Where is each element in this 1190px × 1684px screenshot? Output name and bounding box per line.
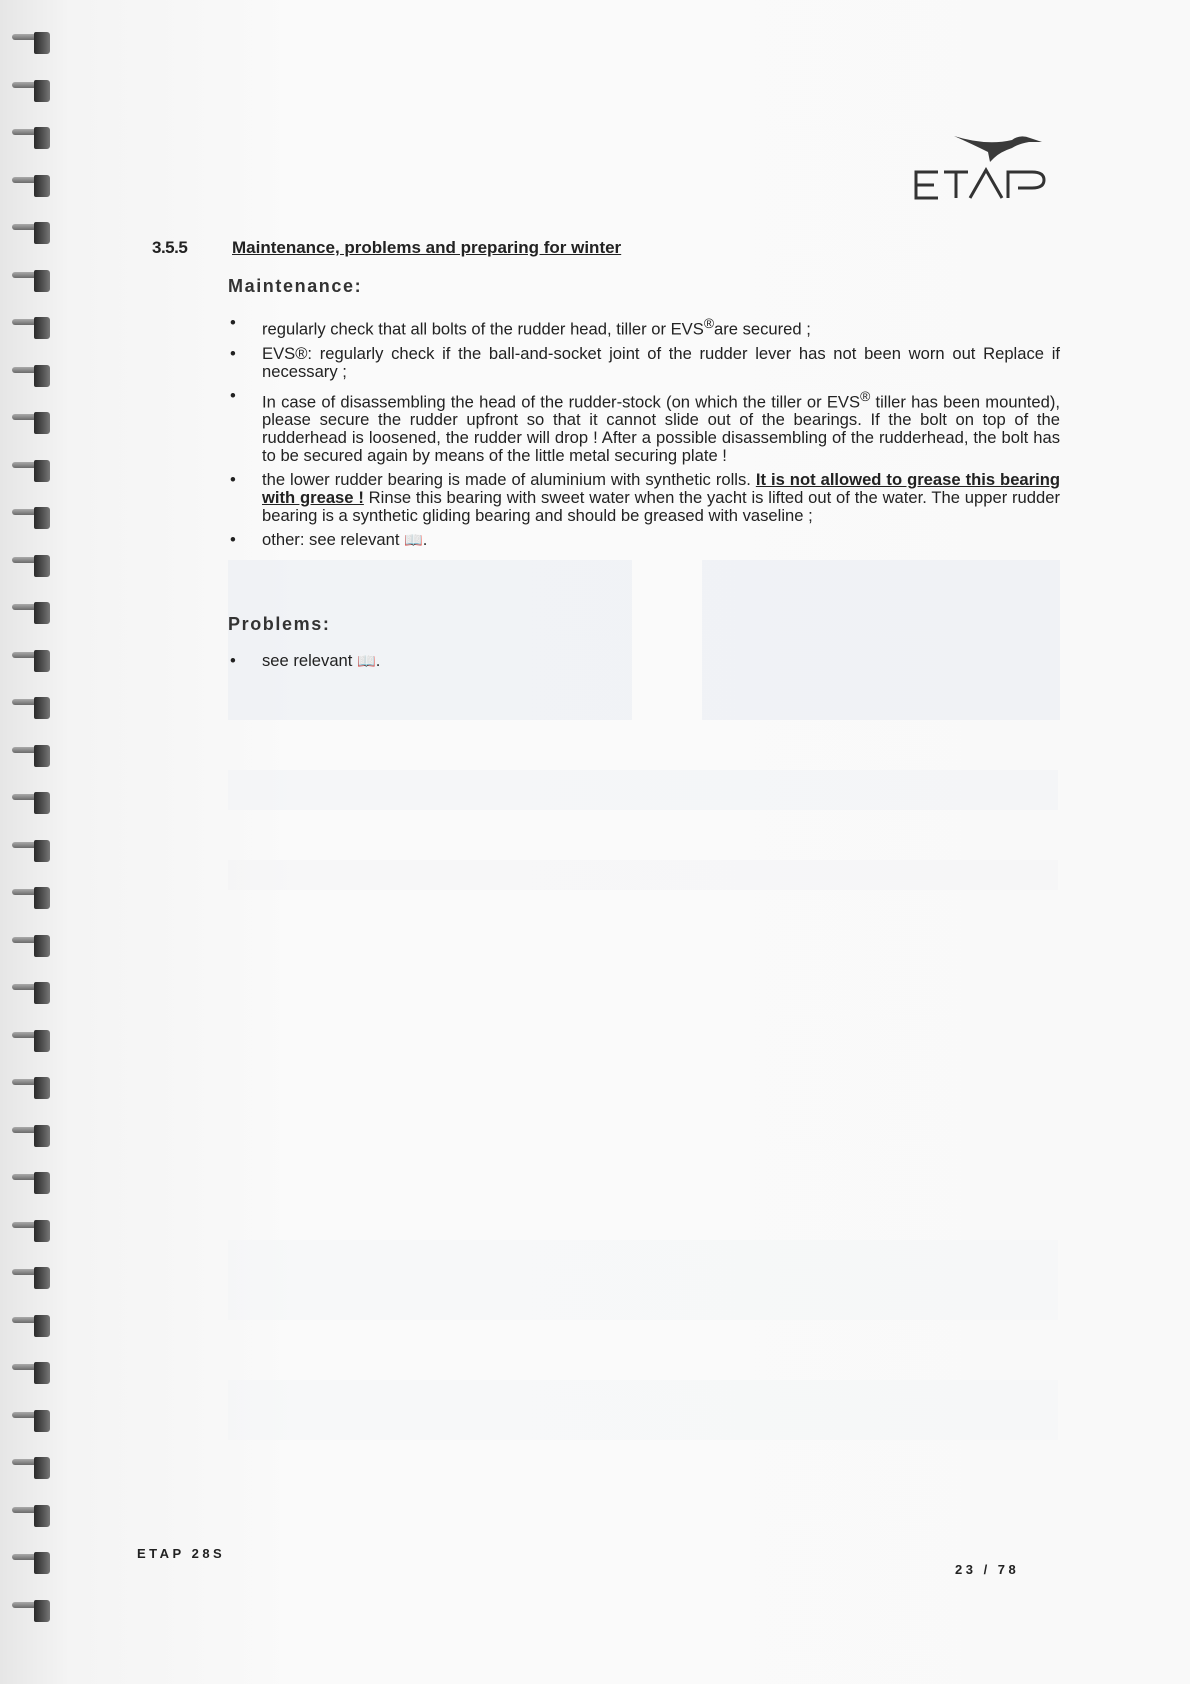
maintenance-heading: Maintenance:	[228, 276, 363, 296]
binding-coil	[8, 553, 52, 579]
footer-model: ETAP 28S	[137, 1546, 226, 1561]
binding-coil	[8, 1075, 52, 1101]
binding-coil	[8, 790, 52, 816]
section-heading	[152, 238, 621, 258]
binding-coil	[8, 1218, 52, 1244]
binding-coil	[8, 268, 52, 294]
bleed-through-block	[702, 560, 1060, 720]
binding-coil	[8, 1123, 52, 1149]
list-item: • see relevant 📖.	[230, 651, 381, 670]
book-icon: 📖	[404, 532, 423, 550]
binding-coil	[8, 1598, 52, 1624]
bleed-through-block	[228, 1240, 1058, 1320]
binding-coil	[8, 505, 52, 531]
problems-list	[228, 652, 1060, 677]
bullet-dot: •	[230, 343, 236, 363]
list-item: • the lower rudder bearing is made of aluminium with synthetic rolls. It is not allowed to grease this bearing with grease ! Rinse this bearing with sweet water when the yacht is lifted out of the water. The upper rudder bearing is a synthetic gliding bearing and should be greased with vaseline ;	[230, 470, 1060, 526]
bleed-through-block	[228, 860, 1058, 890]
binding-coil	[8, 600, 52, 626]
list-item: • other: see relevant 📖.	[230, 530, 428, 550]
spiral-binding	[8, 30, 56, 1650]
section-number: 3.5.5	[152, 238, 188, 257]
binding-coil	[8, 933, 52, 959]
bullet-dot: •	[230, 470, 236, 490]
bullet-dot: •	[230, 385, 236, 405]
list-item: • In case of disassembling the head of the rudder-stock (on which the tiller or EVS® tiller has been mounted), please secure the rudder upfront so that it cannot slide out of the bearings. If the bolt on top of the rudderhead is loosened, the rudder will drop ! After a possible disassembling of the rudderhead, the bolt has to be secured again by means of the little metal securing plate !	[230, 385, 1061, 466]
binding-coil	[8, 315, 52, 341]
section-title: Maintenance, problems and preparing for winter	[232, 238, 622, 257]
bleed-through-block	[228, 770, 1058, 810]
binding-coil	[8, 648, 52, 674]
maintenance-list	[228, 314, 1060, 556]
grease-warning: It is not allowed to grease this bearing with grease !	[262, 470, 1060, 508]
binding-coil	[8, 885, 52, 911]
binding-coil	[8, 838, 52, 864]
binding-coil	[8, 220, 52, 246]
binding-coil	[8, 1170, 52, 1196]
footer-page-number: 23 / 78	[955, 1562, 1020, 1577]
binding-coil	[8, 695, 52, 721]
binding-coil	[8, 78, 52, 104]
binding-coil	[8, 743, 52, 769]
bullet-dot: •	[230, 530, 236, 550]
binding-coil	[8, 458, 52, 484]
binding-coil	[8, 1550, 52, 1576]
binding-coil	[8, 1360, 52, 1386]
bullet-dot: •	[230, 651, 236, 670]
bleed-through-block	[228, 560, 632, 720]
list-item: • EVS®: regularly check if the ball-and-socket joint of the rudder lever has not been worn out Replace if necessary ;	[230, 343, 1060, 381]
binding-coil	[8, 410, 52, 436]
binding-coil	[8, 1503, 52, 1529]
etap-logo	[908, 128, 1058, 210]
list-item: • regularly check that all bolts of the rudder head, tiller or EVS®are secured ;	[230, 313, 811, 339]
binding-coil	[8, 1408, 52, 1434]
binding-coil	[8, 1313, 52, 1339]
binding-coil	[8, 173, 52, 199]
bullet-dot: •	[230, 313, 236, 332]
binding-coil	[8, 1455, 52, 1481]
bleed-through-block	[228, 1380, 1058, 1440]
binding-coil	[8, 30, 52, 56]
problems-heading: Problems:	[228, 614, 331, 634]
book-icon: 📖	[357, 653, 376, 670]
binding-coil	[8, 125, 52, 151]
binding-coil	[8, 1265, 52, 1291]
binding-coil	[8, 980, 52, 1006]
binding-coil	[8, 1028, 52, 1054]
binding-coil	[8, 363, 52, 389]
